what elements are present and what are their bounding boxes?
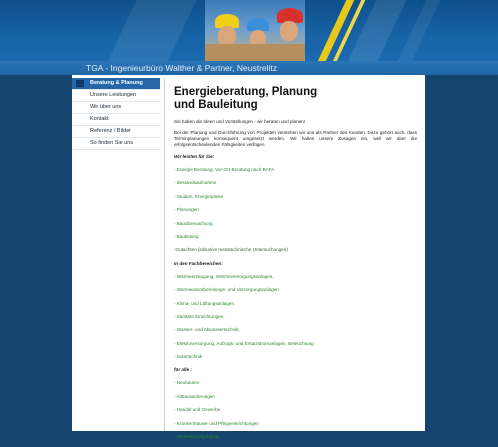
nav-item-referenz-bilder[interactable] — [72, 126, 160, 138]
column-divider — [164, 78, 165, 431]
list-building-types — [174, 380, 417, 440]
list-item: - Wärmeerzeugung, Wärmeversorgungsanlagen, — [174, 273, 274, 279]
section-title-fields: In den Fachbereichen: — [174, 260, 223, 266]
nav-item-kontakt[interactable] — [72, 114, 160, 126]
main-content — [174, 86, 417, 447]
list-item: - Klima- und Lüftungsanlagen, — [174, 300, 236, 306]
site-title: TGA - Ingenieurbüro Walther & Partner, Neustrelitz — [86, 63, 278, 73]
list-item: - Bestandsaufnahme — [174, 180, 217, 186]
page-title-line1: Energieberatung, Planung — [174, 86, 318, 98]
nav-item-label: Referenz / Bilder — [90, 128, 131, 134]
list-item: - Bauüberwachung — [174, 220, 213, 226]
list-item: - Wasser- und Abwassertechnik, — [174, 327, 240, 333]
list-item: - Bauleitung — [174, 233, 199, 239]
site-header — [0, 0, 498, 61]
nav-item-beratung-planung[interactable] — [72, 78, 160, 90]
list-item: - Studien, Energiepässe — [174, 193, 224, 199]
header-decoration-stripe — [99, 0, 201, 61]
list-item: - Warmwasserbereitungs- und Versorgungsanlagen — [174, 287, 279, 293]
site-title-bar — [0, 61, 498, 75]
list-item: -Gutachten (inklusive messtechnische Untersuchungen) — [174, 247, 288, 253]
section-title-for-all: für alle : — [174, 367, 192, 373]
nav-item-wir-ueber-uns[interactable] — [72, 102, 160, 114]
list-item: - Verwaltungsgebäude — [174, 434, 220, 440]
list-item: - Energie Beratung, Vor-Ort-Beratung nach BAFA — [174, 167, 275, 172]
list-item: - Krankenhäuser und Pflegeeinrichtungen — [174, 420, 259, 426]
page-title-line2: und Bauleitung — [174, 99, 258, 111]
list-services — [174, 167, 417, 253]
list-item: - Sanitäre Einrichtungen, — [174, 313, 225, 319]
intro-text: Sie haben die Ideen und Vorstellungen - wir beraten und planen! — [174, 119, 306, 124]
list-item: - Handel und Gewerbe — [174, 407, 221, 413]
sidebar-nav — [72, 78, 160, 150]
list-item: - Elektroversorgung, Aufzugs- und Ersatzstromanlagen, Beleuchtung — [174, 340, 314, 346]
header-photo-engineers — [205, 0, 305, 61]
nav-item-label: Kontakt — [90, 116, 109, 122]
nav-item-label: Unsere Leistungen — [90, 92, 137, 98]
nav-item-label: So finden Sie uns — [90, 140, 134, 146]
list-fields — [174, 274, 417, 360]
list-item: - Altbausanierungen — [174, 393, 215, 399]
nav-item-so-finden-sie-uns[interactable] — [72, 138, 160, 150]
page-title — [174, 86, 417, 112]
section-title-services: Wir leisten für Sie: — [174, 154, 215, 159]
nav-item-label: Beratung & Planung — [90, 80, 143, 86]
body-text: Bei der Planung und Durchführung von Projekten verstehen wir uns als Partner des Kunden. Dazu gehört auch, dass Terminplanungen konsequent umgesetzt werden. Wir halten unsere Zusagen ein, weil wir über die erfolgsentscheidenden Fähigkeiten verfügen. — [174, 130, 417, 147]
nav-item-unsere-leistungen[interactable] — [72, 90, 160, 102]
nav-item-label: Wir über uns — [90, 104, 122, 110]
list-item: - Neubauten — [174, 380, 200, 386]
list-item: - Solartechnik — [174, 354, 203, 360]
list-item: - Planungen — [174, 207, 199, 213]
